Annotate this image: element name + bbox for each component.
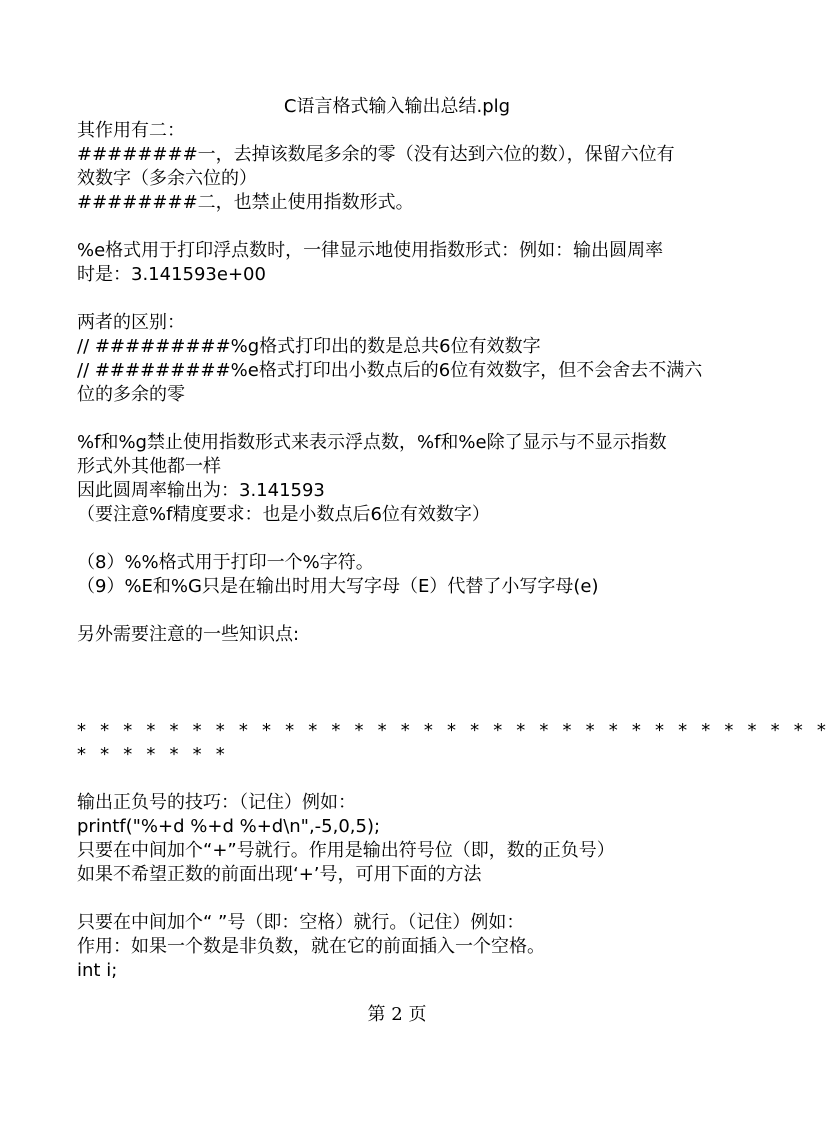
document-title: C语言格式输入输出总结.plg [283,96,511,117]
text-line: %e格式用于打印浮点数时，一律显示地使用指数形式：例如：输出圆周率 [77,240,664,261]
text-line: ########二，也禁止使用指数形式。 [77,192,414,213]
star-divider: * * * * * * * [77,744,229,765]
text-line: 效数字（多余六位的） [77,168,257,189]
blank-line [77,647,717,695]
text-line: // #########%e格式打印出小数点后的6位有效数字，但不会舍去不满六 [77,360,703,381]
text-line: // #########%g格式打印出的数是总共6位有效数字 [77,336,541,357]
text-line: 位的多余的零 [77,384,185,405]
text-line: 两者的区别： [77,312,185,333]
blank-line [77,599,717,623]
text-line: 作用：如果一个数是非负数，就在它的前面插入一个空格。 [77,936,545,957]
blank-line [77,215,717,239]
code-line: int i; [77,960,118,981]
text-line: %f和%g禁止使用指数形式来表示浮点数，%f和%e除了显示与不显示指数 [77,432,667,453]
document-body [77,119,830,983]
page-number: 第 2 页 [367,1004,427,1025]
text-line: 只要在中间加个“ ”号（即：空格）就行。（记住）例如： [77,912,525,933]
star-divider: * * * * * * * * * * * * * * * * * * * * * * * * * * * * * * * * * [77,720,830,741]
code-line: printf("%+d %+d %+d\n",-5,0,5); [77,816,381,837]
text-line: 形式外其他都一样 [77,456,221,477]
text-line: 其作用有二： [77,120,185,141]
text-line: ########一，去掉该数尾多余的零（没有达到六位的数），保留六位有 [77,144,675,165]
blank-line [77,767,717,791]
text-line: 输出正负号的技巧：（记住）例如： [77,792,356,813]
blank-line [77,695,717,719]
text-line: 另外需要注意的一些知识点: [77,624,300,645]
blank-line [77,887,717,911]
text-line: 因此圆周率输出为：3.141593 [77,480,325,501]
text-line: 只要在中间加个“+”号就行。作用是输出符号位（即，数的正负号） [77,840,615,861]
blank-line [77,287,717,311]
text-line: （要注意%f精度要求：也是小数点后6位有效数字） [77,504,490,525]
text-line: 时是：3.141593e+00 [77,264,266,285]
text-line: （9）%E和%G只是在输出时用大写字母（E）代替了小写字母(e) [77,576,599,597]
blank-line [77,527,717,551]
text-line: （8）%%格式用于打印一个%字符。 [77,552,374,573]
blank-line [77,407,717,431]
text-line: 如果不希望正数的前面出现‘+’号，可用下面的方法 [77,864,482,885]
